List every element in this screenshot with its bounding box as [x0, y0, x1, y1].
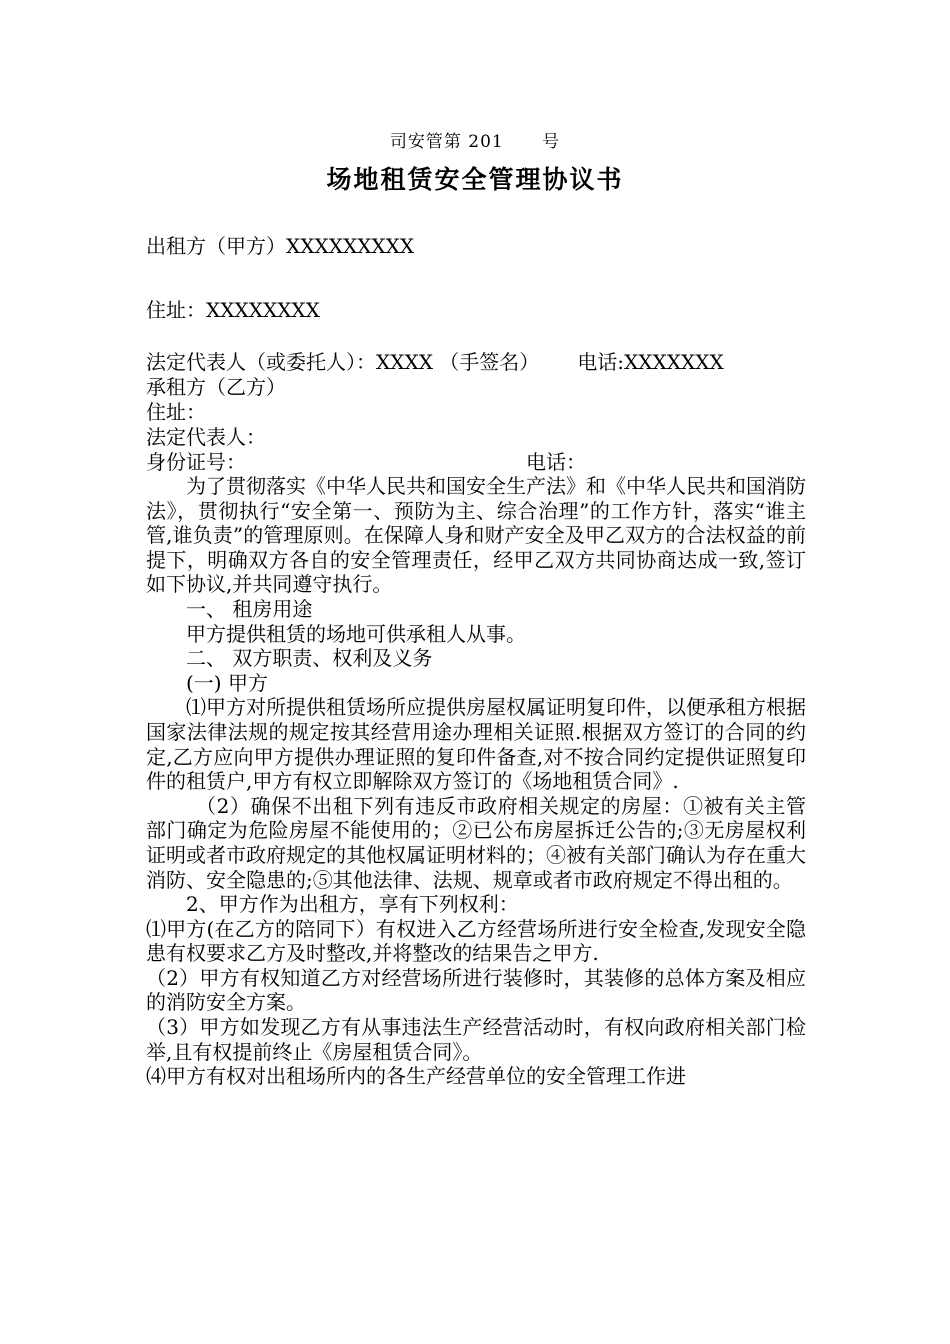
lessor-phone-label: 电话: [577, 350, 625, 374]
lessor-rep-label: 法定代表人（或委托人）： [146, 350, 376, 374]
lessor-rep-line [146, 350, 724, 374]
lessor-rep-value: XXXX （手签名） [376, 350, 540, 374]
clause-paragraph: ⑷甲方有权对出租场所内的各生产经营单位的安全管理工作进 [146, 1064, 686, 1089]
preamble-paragraph: 为了贯彻落实《中华人民共和国安全生产法》和《中华人民共和国消防法》，贯彻执行“安全第一、预防为主、综合治理”的工作方针，落实“谁主管,谁负责”的管理原则。在保障人身和财产安全及甲乙双方的合法权益的前提下，明确双方各自的安全管理责任，经甲乙双方共同协商达成一致,签订如下协议,并共同遵守执行。 [146, 474, 806, 597]
lessor-line [146, 234, 414, 258]
lessee-phone-label: 电话： [526, 450, 586, 474]
clause-paragraph: （3）甲方如发现乙方有从事违法生产经营活动时，有权向政府相关部门检举,且有权提前终止《房屋租赁合同》。 [146, 1015, 806, 1064]
agreement-body [146, 474, 806, 1089]
lessor-phone: XXXXXXX [624, 350, 724, 374]
lessee-rep-label: 法定代表人： [146, 425, 266, 449]
section-heading: 二、 双方职责、权利及义务 [186, 646, 433, 671]
lessor-label: 出租方（甲方） [146, 234, 286, 258]
clause-paragraph: ⑴甲方对所提供租赁场所应提供房屋权属证明复印件，以便承租方根据国家法律法规的规定按其经营用途办理相关证照.根据双方签订的合同的约定,乙方应向甲方提供办理证照的复印件备查,对不按合同约定提供证照复印件的租赁户,甲方有权立即解除双方签订的《场地租赁合同》. [146, 695, 806, 794]
lessor-address-label: 住址： [146, 298, 206, 322]
body-paragraph: 甲方提供租赁的场地可供承租人从事。 [186, 621, 526, 646]
lessee-address-label: 住址： [146, 400, 206, 424]
lessee-label: 承租方（乙方） [146, 375, 286, 399]
clause-paragraph: ⑴甲方(在乙方的陪同下）有权进入乙方经营场所进行安全检查,发现安全隐患有权要求乙方及时整改,并将整改的结果告之甲方. [146, 916, 806, 966]
clause-paragraph: （2）甲方有权知道乙方对经营场所进行装修时，其装修的总体方案及相应的消防安全方案。 [146, 965, 806, 1015]
section-heading: 一、 租房用途 [186, 596, 313, 621]
clause-paragraph: （2）确保不出租下列有违反市政府相关规定的房屋：①被有关主管部门确定为危险房屋不能使用的；②已公布房屋拆迁公告的;③无房屋权利证明或者市政府规定的其他权属证明材料的；④被有关部门确认为存在重大消防、安全隐患的;⑤其他法律、法规、规章或者市政府规定不得出租的。 [146, 793, 806, 892]
lessee-id-line [146, 450, 586, 474]
document-title: 场地租赁安全管理协议书 [326, 165, 624, 194]
lessor-address: XXXXXXXX [206, 298, 320, 322]
clause-heading: 2、甲方作为出租方，享有下列权利： [186, 892, 519, 917]
subsection-heading: (一) 甲方 [186, 670, 268, 695]
lessor-address-line [146, 298, 320, 322]
document-number: 司安管第 201 号 [389, 132, 561, 152]
lessee-id-label: 身份证号： [146, 450, 246, 474]
lessor-name: XXXXXXXXX [286, 234, 415, 258]
